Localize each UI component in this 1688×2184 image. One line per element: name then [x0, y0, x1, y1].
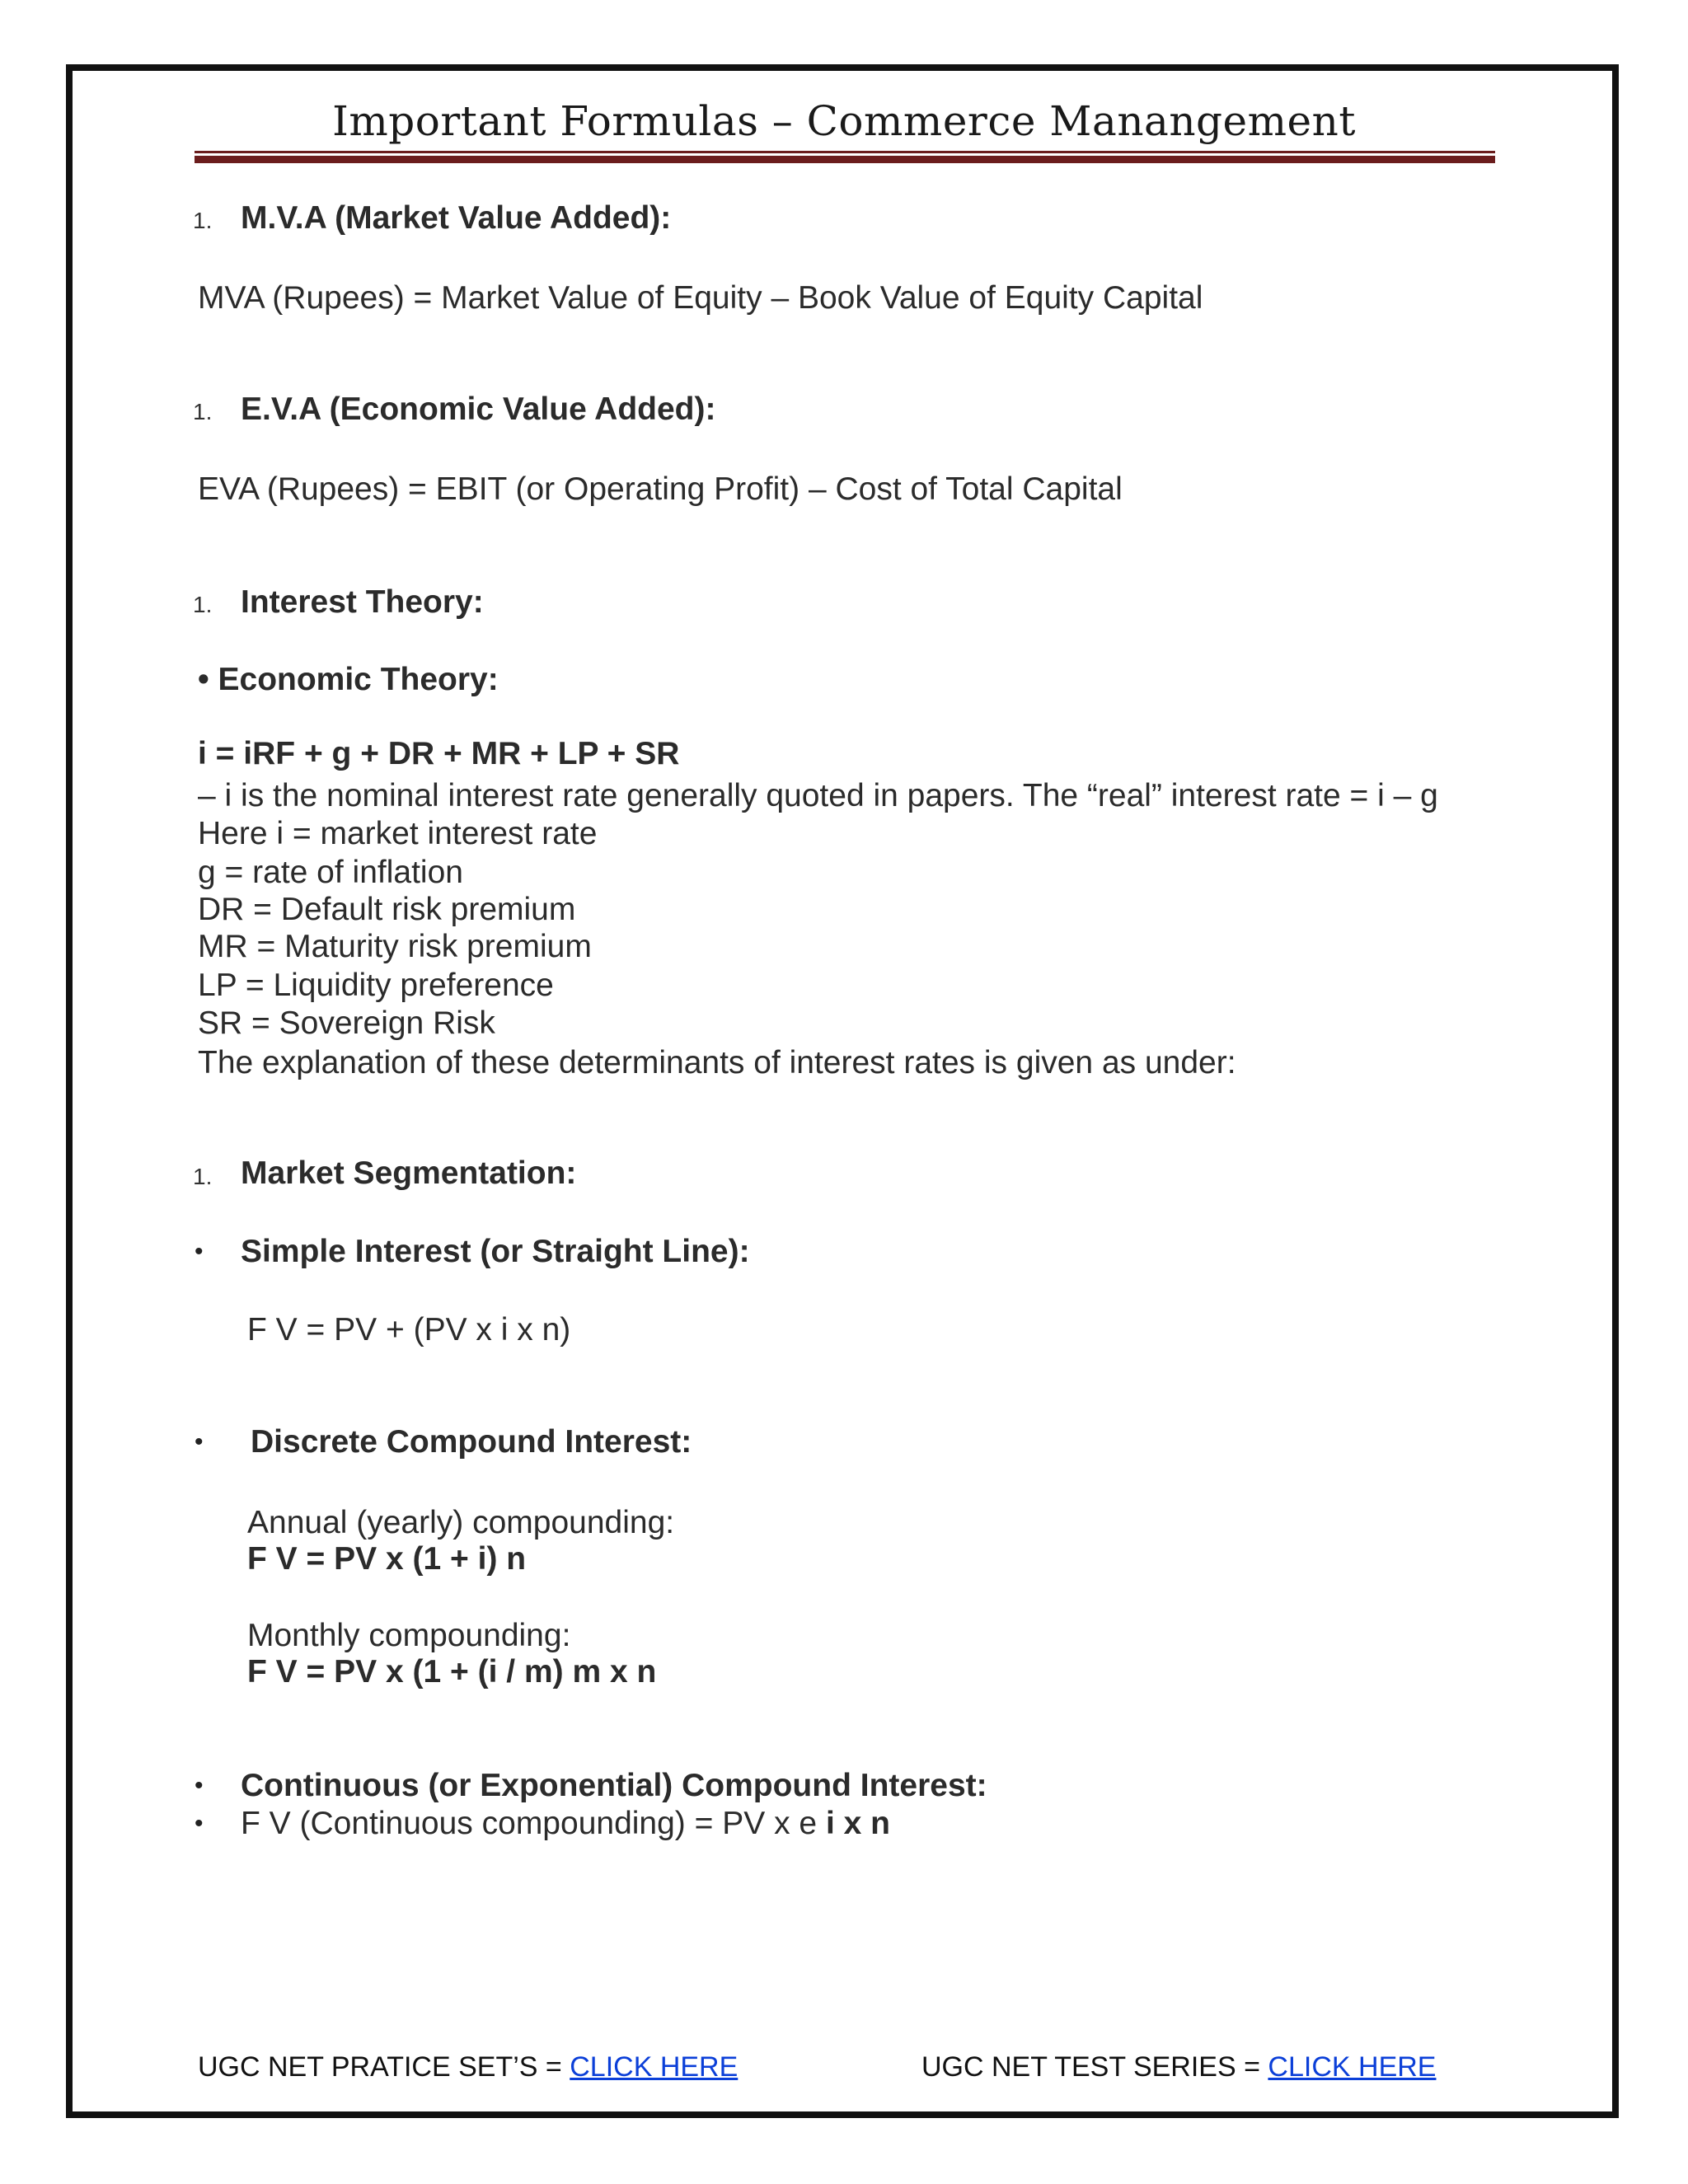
- continuous-formula-exponent: i x n: [825, 1806, 890, 1841]
- interest-line: SR = Sovereign Risk: [198, 1005, 495, 1041]
- title-rule-thick: [195, 156, 1495, 163]
- simple-interest-formula: F V = PV + (PV x i x n): [247, 1312, 571, 1347]
- continuous-formula-prefix: F V (Continuous compounding) = PV x e: [241, 1806, 818, 1841]
- interest-line: – i is the nominal interest rate generally quoted in papers. The “real” interest rate = i – g: [198, 778, 1438, 813]
- title-rule-thin: [195, 151, 1495, 153]
- interest-line: LP = Liquidity preference: [198, 968, 554, 1003]
- annual-compounding-label: Annual (yearly) compounding:: [247, 1505, 675, 1540]
- interest-theory-heading: Interest Theory:: [241, 584, 484, 620]
- annual-compounding-formula: F V = PV x (1 + i) n: [247, 1541, 527, 1577]
- bullet-icon: •: [195, 1772, 204, 1799]
- monthly-compounding-label: Monthly compounding:: [247, 1618, 571, 1653]
- continuous-compound-heading: Continuous (or Exponential) Compound Interest:: [241, 1768, 987, 1803]
- market-segmentation-heading: Market Segmentation:: [241, 1155, 577, 1191]
- bullet-icon: •: [195, 1428, 204, 1455]
- mva-formula: MVA (Rupees) = Market Value of Equity – Book Value of Equity Capital: [198, 280, 1203, 316]
- bullet-icon: •: [195, 1238, 204, 1265]
- page-title: Important Formulas – Commerce Manangement: [332, 97, 1356, 145]
- section-number: 1.: [193, 399, 213, 424]
- footer-practice-sets: [198, 2051, 738, 2083]
- mva-heading: M.V.A (Market Value Added):: [241, 200, 672, 236]
- footer-test-series: [921, 2051, 1436, 2083]
- interest-formula: i = iRF + g + DR + MR + LP + SR: [198, 736, 680, 771]
- discrete-compound-heading: Discrete Compound Interest:: [251, 1424, 692, 1460]
- eva-formula: EVA (Rupees) = EBIT (or Operating Profit) – Cost of Total Capital: [198, 471, 1123, 507]
- interest-line: MR = Maturity risk premium: [198, 929, 592, 964]
- interest-line: g = rate of inflation: [198, 855, 463, 890]
- interest-line: DR = Default risk premium: [198, 892, 576, 927]
- economic-theory-subheading: • Economic Theory:: [198, 662, 499, 697]
- eva-heading: E.V.A (Economic Value Added):: [241, 391, 716, 427]
- footer-practice-label: UGC NET PRATICE SET’S =: [198, 2051, 562, 2083]
- practice-sets-link[interactable]: CLICK HERE: [570, 2051, 738, 2083]
- continuous-compound-formula: [241, 1806, 890, 1842]
- interest-line: Here i = market interest rate: [198, 816, 598, 851]
- bullet-icon: •: [195, 1810, 204, 1837]
- test-series-link[interactable]: CLICK HERE: [1268, 2051, 1437, 2083]
- section-number: 1.: [193, 592, 213, 617]
- footer-test-label: UGC NET TEST SERIES =: [921, 2051, 1260, 2083]
- monthly-compounding-formula: F V = PV x (1 + (i / m) m x n: [247, 1654, 657, 1690]
- interest-line: The explanation of these determinants of interest rates is given as under:: [198, 1045, 1236, 1080]
- section-number: 1.: [193, 208, 213, 233]
- simple-interest-heading: Simple Interest (or Straight Line):: [241, 1234, 750, 1269]
- section-number: 1.: [193, 1164, 213, 1189]
